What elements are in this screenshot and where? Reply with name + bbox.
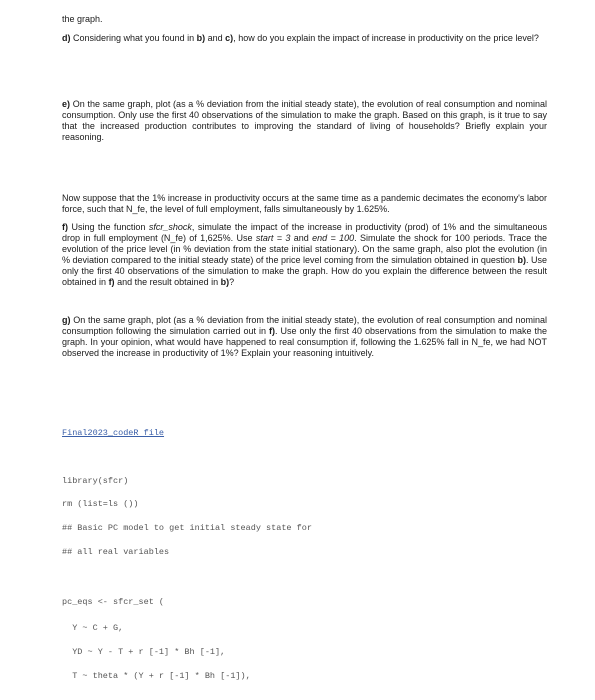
question-d [62,33,547,44]
code-line: T ~ theta * (Y + r [-1] * Bh [-1]), [62,671,251,681]
question-f-text-7: ? [229,277,235,287]
code-line: ## Basic PC model to get initial steady state for [62,523,312,533]
start-param: start = 3 [255,233,291,243]
question-g-text-2: . Use only the first 40 observations from the simulation to make the graph. In your opinion, what would have happened to real consumption if, following the 1.625% fall in N_fe, we had NOT observed the increase in productivity of 1%? Explain your reasoning intuitively. [62,326,547,358]
question-f-ref-b: b) [517,255,526,265]
question-f [62,222,547,288]
top-line: the graph. [62,14,103,24]
code-line: library(sfcr) [62,476,129,486]
question-d-text: Considering what you found in [73,33,195,43]
question-e-text: On the same graph, plot (as a % deviation from the initial steady state), the evolution of real consumption and nominal consumption. Only use the first 40 observations of the simulation to make the graph. Based on this graph, is it true to say that the increased production contributes to improving the standard of living of households? Briefly explain your reasoning. [62,99,547,142]
code-line: YD ~ Y - T + r [-1] * Bh [-1], [62,647,226,657]
question-d-ref-c: c) [225,33,234,43]
question-g-ref-f: f) [269,326,276,336]
question-f-text-2: , simulate the impact of the increase in productivity (prod) of 1% and the simultaneous drop in full employment (N_fe) of 1,625%. Use [62,222,547,243]
question-f-ref-b2: b) [220,277,230,287]
question-f-text-6: and the result obtained in [117,277,219,287]
code-line: Y ~ C + G, [62,623,124,633]
question-f-label: f) [62,222,68,232]
code-line: rm (list=ls ()) [62,499,139,509]
question-d-label: d) [62,33,71,43]
question-f-text-1: Using the function [71,222,146,232]
scenario-paragraph: Now suppose that the 1% increase in productivity occurs at the same time as a pandemic decimates the economy's labor force, such that N_fe, the level of full employment, falls simultaneously by 1.625%. [62,193,547,214]
question-g-label: g) [62,315,71,325]
question-d-rest: , how do you explain the impact of increase in productivity on the price level? [233,33,539,43]
question-f-text-4: . Simulate the shock for 100 periods. Trace the evolution of the price level (in % deviation from the state initial stationary). On the same graph, also plot the evolution (in % deviation compared to the initial steady state) of the price level coming from the simulation obtained in question [62,233,547,265]
question-g-text-1: On the same graph, plot (as a % deviation from the initial steady state), the evolution of real consumption and nominal consumption following the simulation carried out in [62,315,547,336]
question-d-ref-b: b) [196,33,206,43]
question-e [62,99,547,143]
end-param: end = 100 [312,233,355,243]
code-line: ## all real variables [62,547,170,557]
question-f-text-5: . Use only the first 40 observations of the simulation to make the graph. How do you explain the difference between the result obtained in [62,255,547,287]
function-name: sfcr_shock [148,222,192,232]
question-d-and: and [207,33,223,43]
question-g [62,315,547,359]
question-f-text-3: and [293,233,309,243]
question-e-label: e) [62,99,71,109]
code-file-link[interactable]: Final2023_codeR file [62,428,165,438]
question-f-ref-f: f) [108,277,115,287]
code-line: pc_eqs <- sfcr_set ( [62,597,165,607]
